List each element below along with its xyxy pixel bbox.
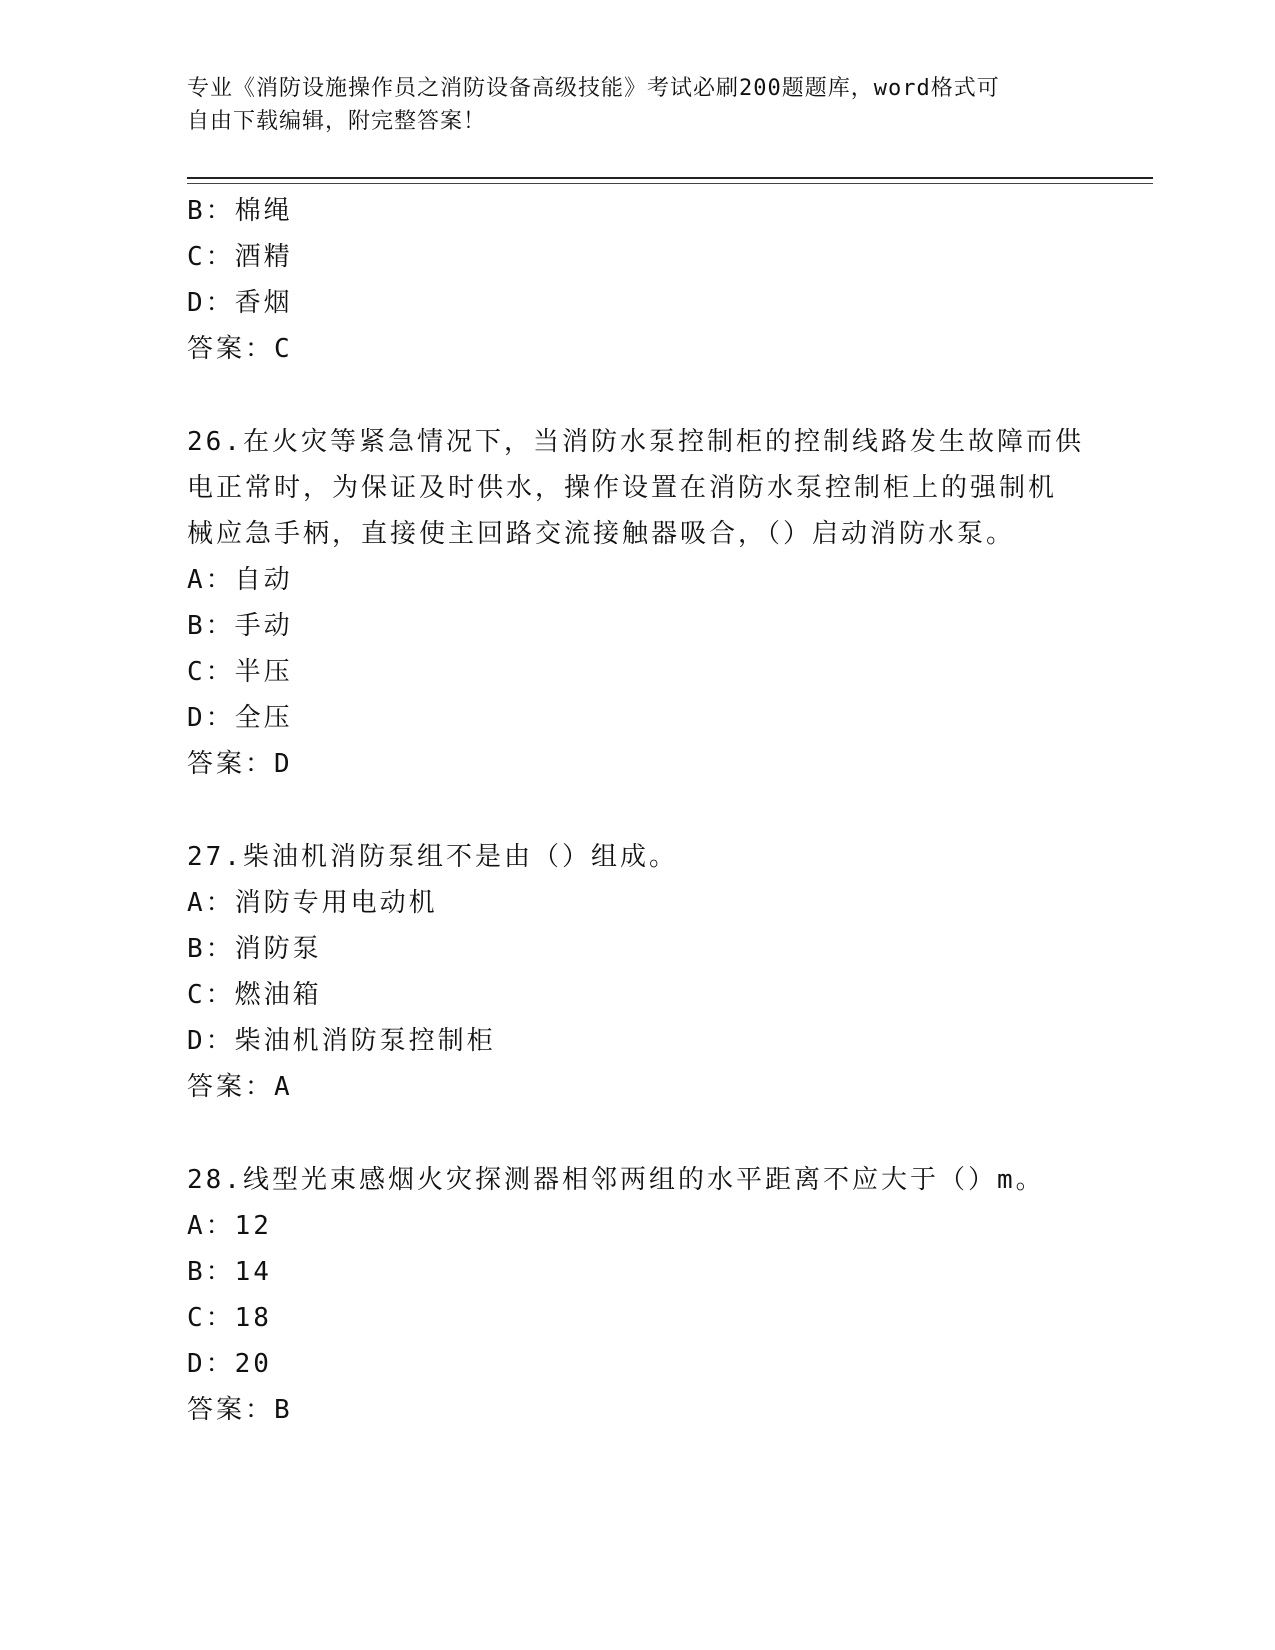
option-c: C：半压	[187, 657, 293, 687]
document-header	[187, 72, 1067, 138]
continued-question	[187, 188, 1087, 372]
question-text-line: 26.在火灾等紧急情况下，当消防水泵控制柜的控制线路发生故障而供	[187, 427, 1084, 457]
option-b: B：棉绳	[187, 196, 293, 226]
option-d: D：全压	[187, 703, 293, 733]
option-b: B：手动	[187, 611, 293, 641]
header-divider-thin	[187, 183, 1153, 184]
answer-line: 答案：C	[187, 334, 293, 364]
header-line-1: 专业《消防设施操作员之消防设备高级技能》考试必刷200题题库，word格式可	[187, 76, 1000, 101]
option-d: D：柴油机消防泵控制柜	[187, 1026, 496, 1056]
answer-line: 答案：B	[187, 1395, 293, 1425]
option-b: B：消防泵	[187, 934, 322, 964]
header-line-2: 自由下载编辑，附完整答案！	[187, 109, 487, 134]
option-a: A：消防专用电动机	[187, 888, 438, 918]
question-text-line: 27.柴油机消防泵组不是由（）组成。	[187, 842, 678, 872]
answer-line: 答案：D	[187, 749, 293, 779]
option-c: C：18	[187, 1303, 272, 1333]
option-a: A：12	[187, 1211, 272, 1241]
question-text-line: 电正常时，为保证及时供水，操作设置在消防水泵控制柜上的强制机	[187, 473, 1058, 503]
answer-line: 答案：A	[187, 1072, 293, 1102]
question-26	[187, 419, 1087, 787]
header-divider-thick	[187, 177, 1153, 179]
question-28	[187, 1157, 1087, 1433]
option-c: C：燃油箱	[187, 980, 322, 1010]
question-27	[187, 834, 1087, 1110]
question-text-line: 械应急手柄，直接使主回路交流接触器吸合，（）启动消防水泵。	[187, 519, 1016, 549]
question-list	[187, 188, 1087, 1480]
option-d: D：20	[187, 1349, 272, 1379]
option-a: A：自动	[187, 565, 293, 595]
option-c: C：酒精	[187, 242, 293, 272]
option-b: B：14	[187, 1257, 272, 1287]
question-text-line: 28.线型光束感烟火灾探测器相邻两组的水平距离不应大于（）m。	[187, 1165, 1045, 1195]
option-d: D：香烟	[187, 288, 293, 318]
